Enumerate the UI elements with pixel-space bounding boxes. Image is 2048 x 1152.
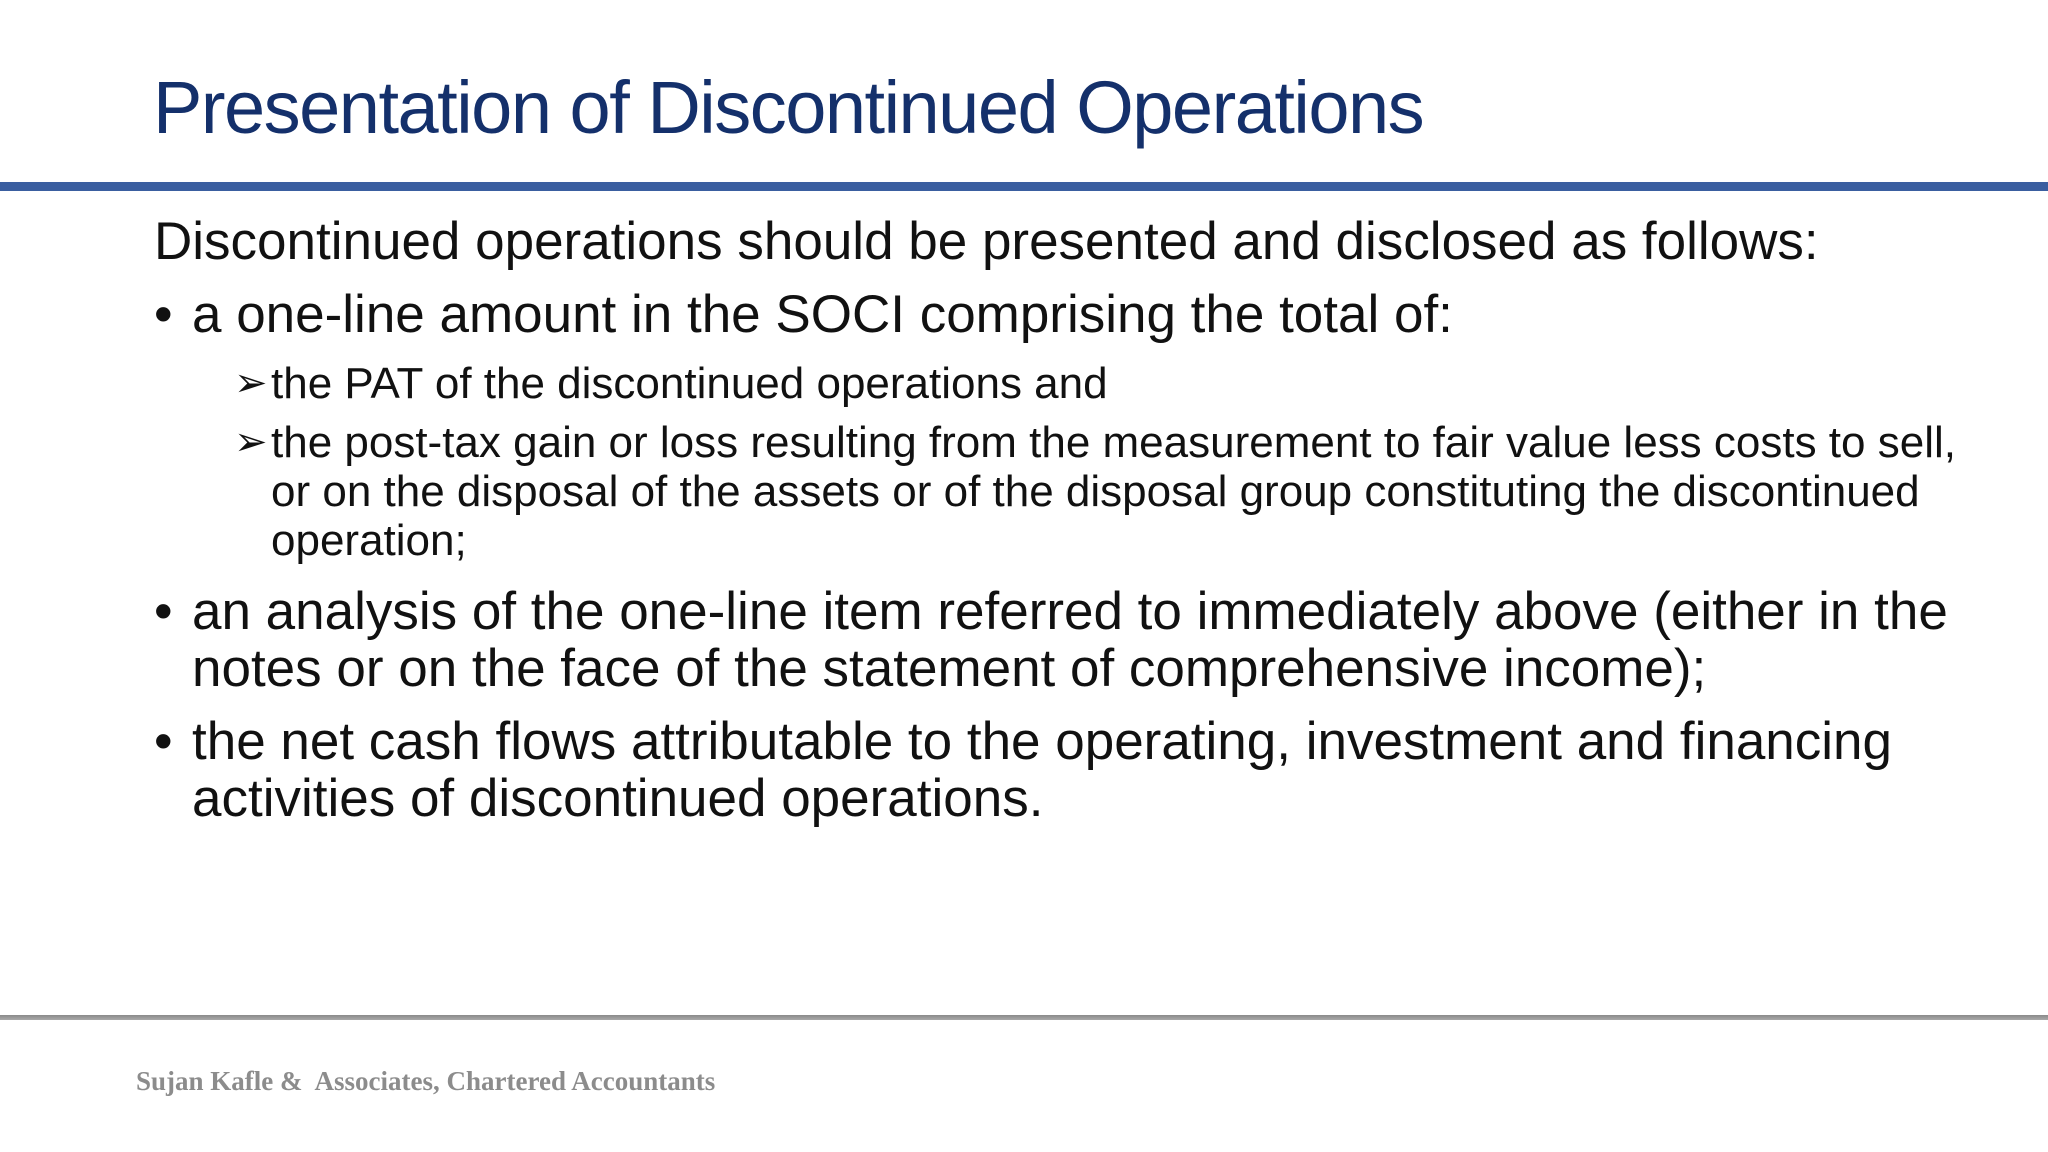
bullet-text: a one-line amount in the SOCI comprising the total of:: [192, 285, 1453, 344]
bullet-item-3: [154, 713, 1974, 827]
sub-item-2: [234, 418, 1974, 565]
footer-divider: [0, 1015, 2048, 1020]
arrow-bullet-icon: ➢: [234, 361, 268, 405]
bullet-marker: •: [154, 712, 173, 771]
sub-item-text: the post-tax gain or loss resulting from the measurement to fair value less costs to sell, or on the disposal of the assets or of the disposal group constituting the discontinued operation;: [271, 418, 1956, 565]
bullet-item-1: [154, 286, 1974, 343]
sub-item-text: the PAT of the discontinued operations and: [271, 359, 1108, 408]
footer-text: Sujan Kafle & Associates, Chartered Accountants: [136, 1066, 716, 1096]
slide-body: [154, 210, 1974, 843]
bullet-item-2: [154, 583, 1974, 697]
bullet-text: an analysis of the one-line item referred to immediately above (either in the notes or on the face of the statement of comprehensive income);: [192, 582, 1948, 698]
sub-list: [234, 359, 1974, 565]
arrow-bullet-icon: ➢: [234, 420, 268, 464]
slide-title: Presentation of Discontinued Operations: [153, 66, 1424, 149]
sub-item-1: [234, 359, 1974, 408]
title-divider: [0, 182, 2048, 191]
bullet-marker: •: [154, 285, 173, 344]
bullet-text: the net cash flows attributable to the operating, investment and financing activities of discontinued operations.: [192, 712, 1893, 828]
intro-text: Discontinued operations should be presented and disclosed as follows:: [154, 212, 1819, 271]
bullet-marker: •: [154, 582, 173, 641]
